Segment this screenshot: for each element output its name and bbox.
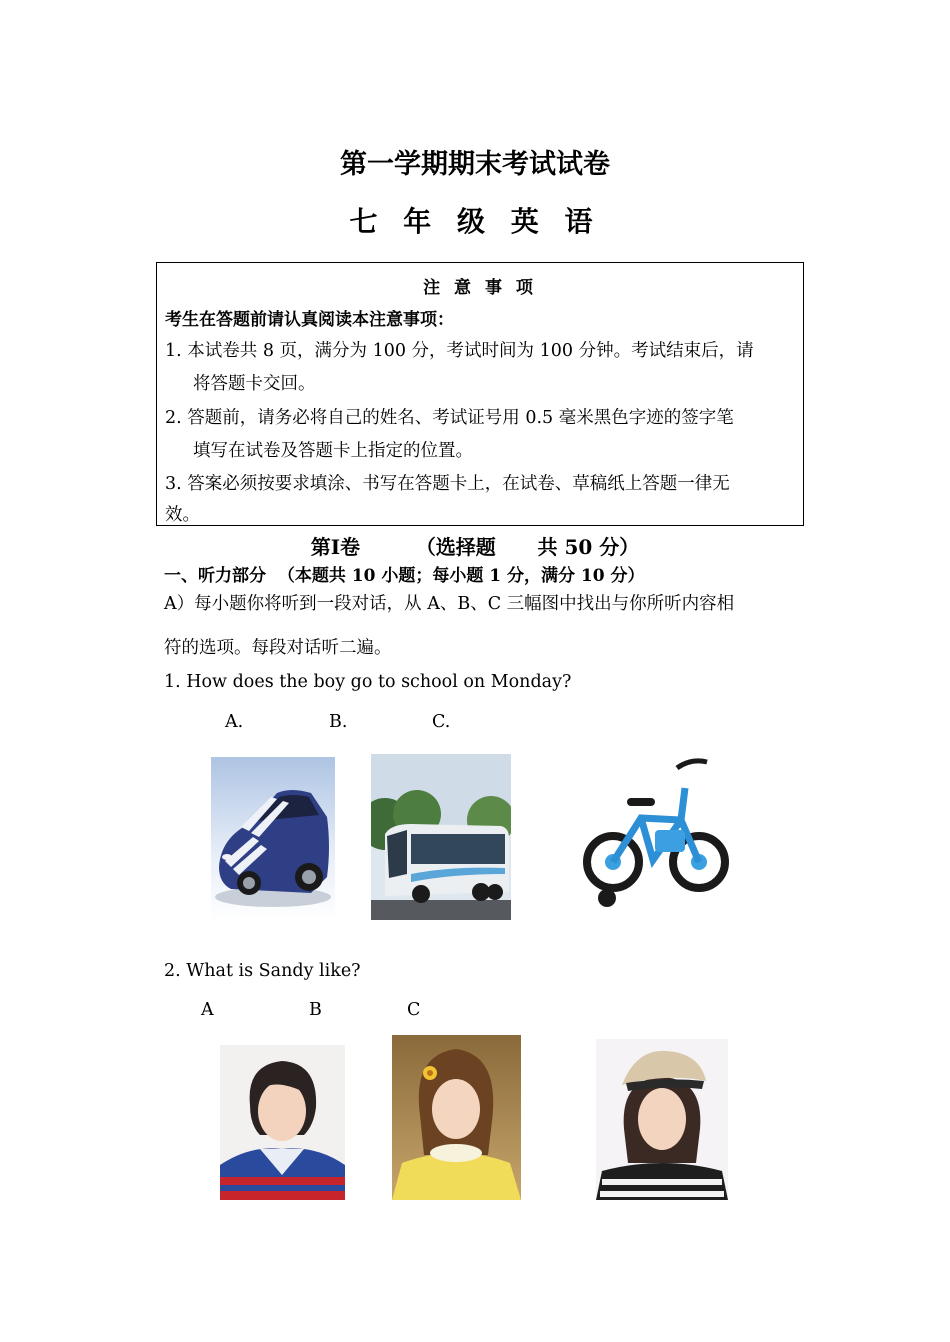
- q2-option-b: B: [309, 1000, 322, 1020]
- instruction-line-2: 符的选项。每段对话听二遍。: [164, 638, 392, 658]
- notice-lead: 考生在答题前请认真阅读本注意事项：: [165, 310, 454, 330]
- bicycle-image: [557, 748, 753, 920]
- notice-item-1: 1. 本试卷共 8 页，满分为 100 分，考试时间为 100 分钟。考试结束后，请: [165, 341, 754, 361]
- q1-option-a: A.: [225, 712, 244, 732]
- girl-with-cap-image: [596, 1039, 728, 1200]
- notice-heading: 注 意 事 项: [423, 278, 537, 298]
- section-title: 第Ⅰ卷 （选择题 共 50 分）: [310, 535, 640, 559]
- question-1: 1. How does the boy go to school on Monday?: [164, 672, 572, 692]
- notice-item-3-cont: 效。: [165, 505, 200, 525]
- notice-item-1-cont: 将答题卡交回。: [193, 374, 316, 394]
- car-image: [211, 757, 335, 920]
- q1-option-c: C.: [432, 712, 451, 732]
- notice-item-2: 2. 答题前，请务必将自己的姓名、考试证号用 0.5 毫米黑色字迹的签字笔: [165, 408, 734, 428]
- q2-option-c: C: [407, 1000, 421, 1020]
- q1-option-b: B.: [329, 712, 348, 732]
- instruction-line-1: A）每小题你将听到一段对话，从 A、B、C 三幅图中找出与你所听内容相: [164, 594, 735, 614]
- notice-item-2-cont: 填写在试卷及答题卡上指定的位置。: [193, 441, 473, 461]
- notice-item-3: 3. 答案必须按要求填涂、书写在答题卡上，在试卷、草稿纸上答题一律无: [165, 474, 730, 494]
- exam-subject: 七 年 级 英 语: [349, 205, 601, 238]
- notice-box: [156, 262, 804, 526]
- exam-title: 第一学期期末考试试卷: [340, 149, 610, 180]
- bus-image: [371, 754, 511, 920]
- girl-with-flower-image: [392, 1035, 521, 1200]
- question-2: 2. What is Sandy like?: [164, 961, 361, 981]
- part-heading: 一、听力部分 （本题共 10 小题；每小题 1 分，满分 10 分）: [164, 566, 645, 586]
- q2-option-a: A: [201, 1000, 214, 1020]
- girl-short-hair-image: [220, 1045, 345, 1200]
